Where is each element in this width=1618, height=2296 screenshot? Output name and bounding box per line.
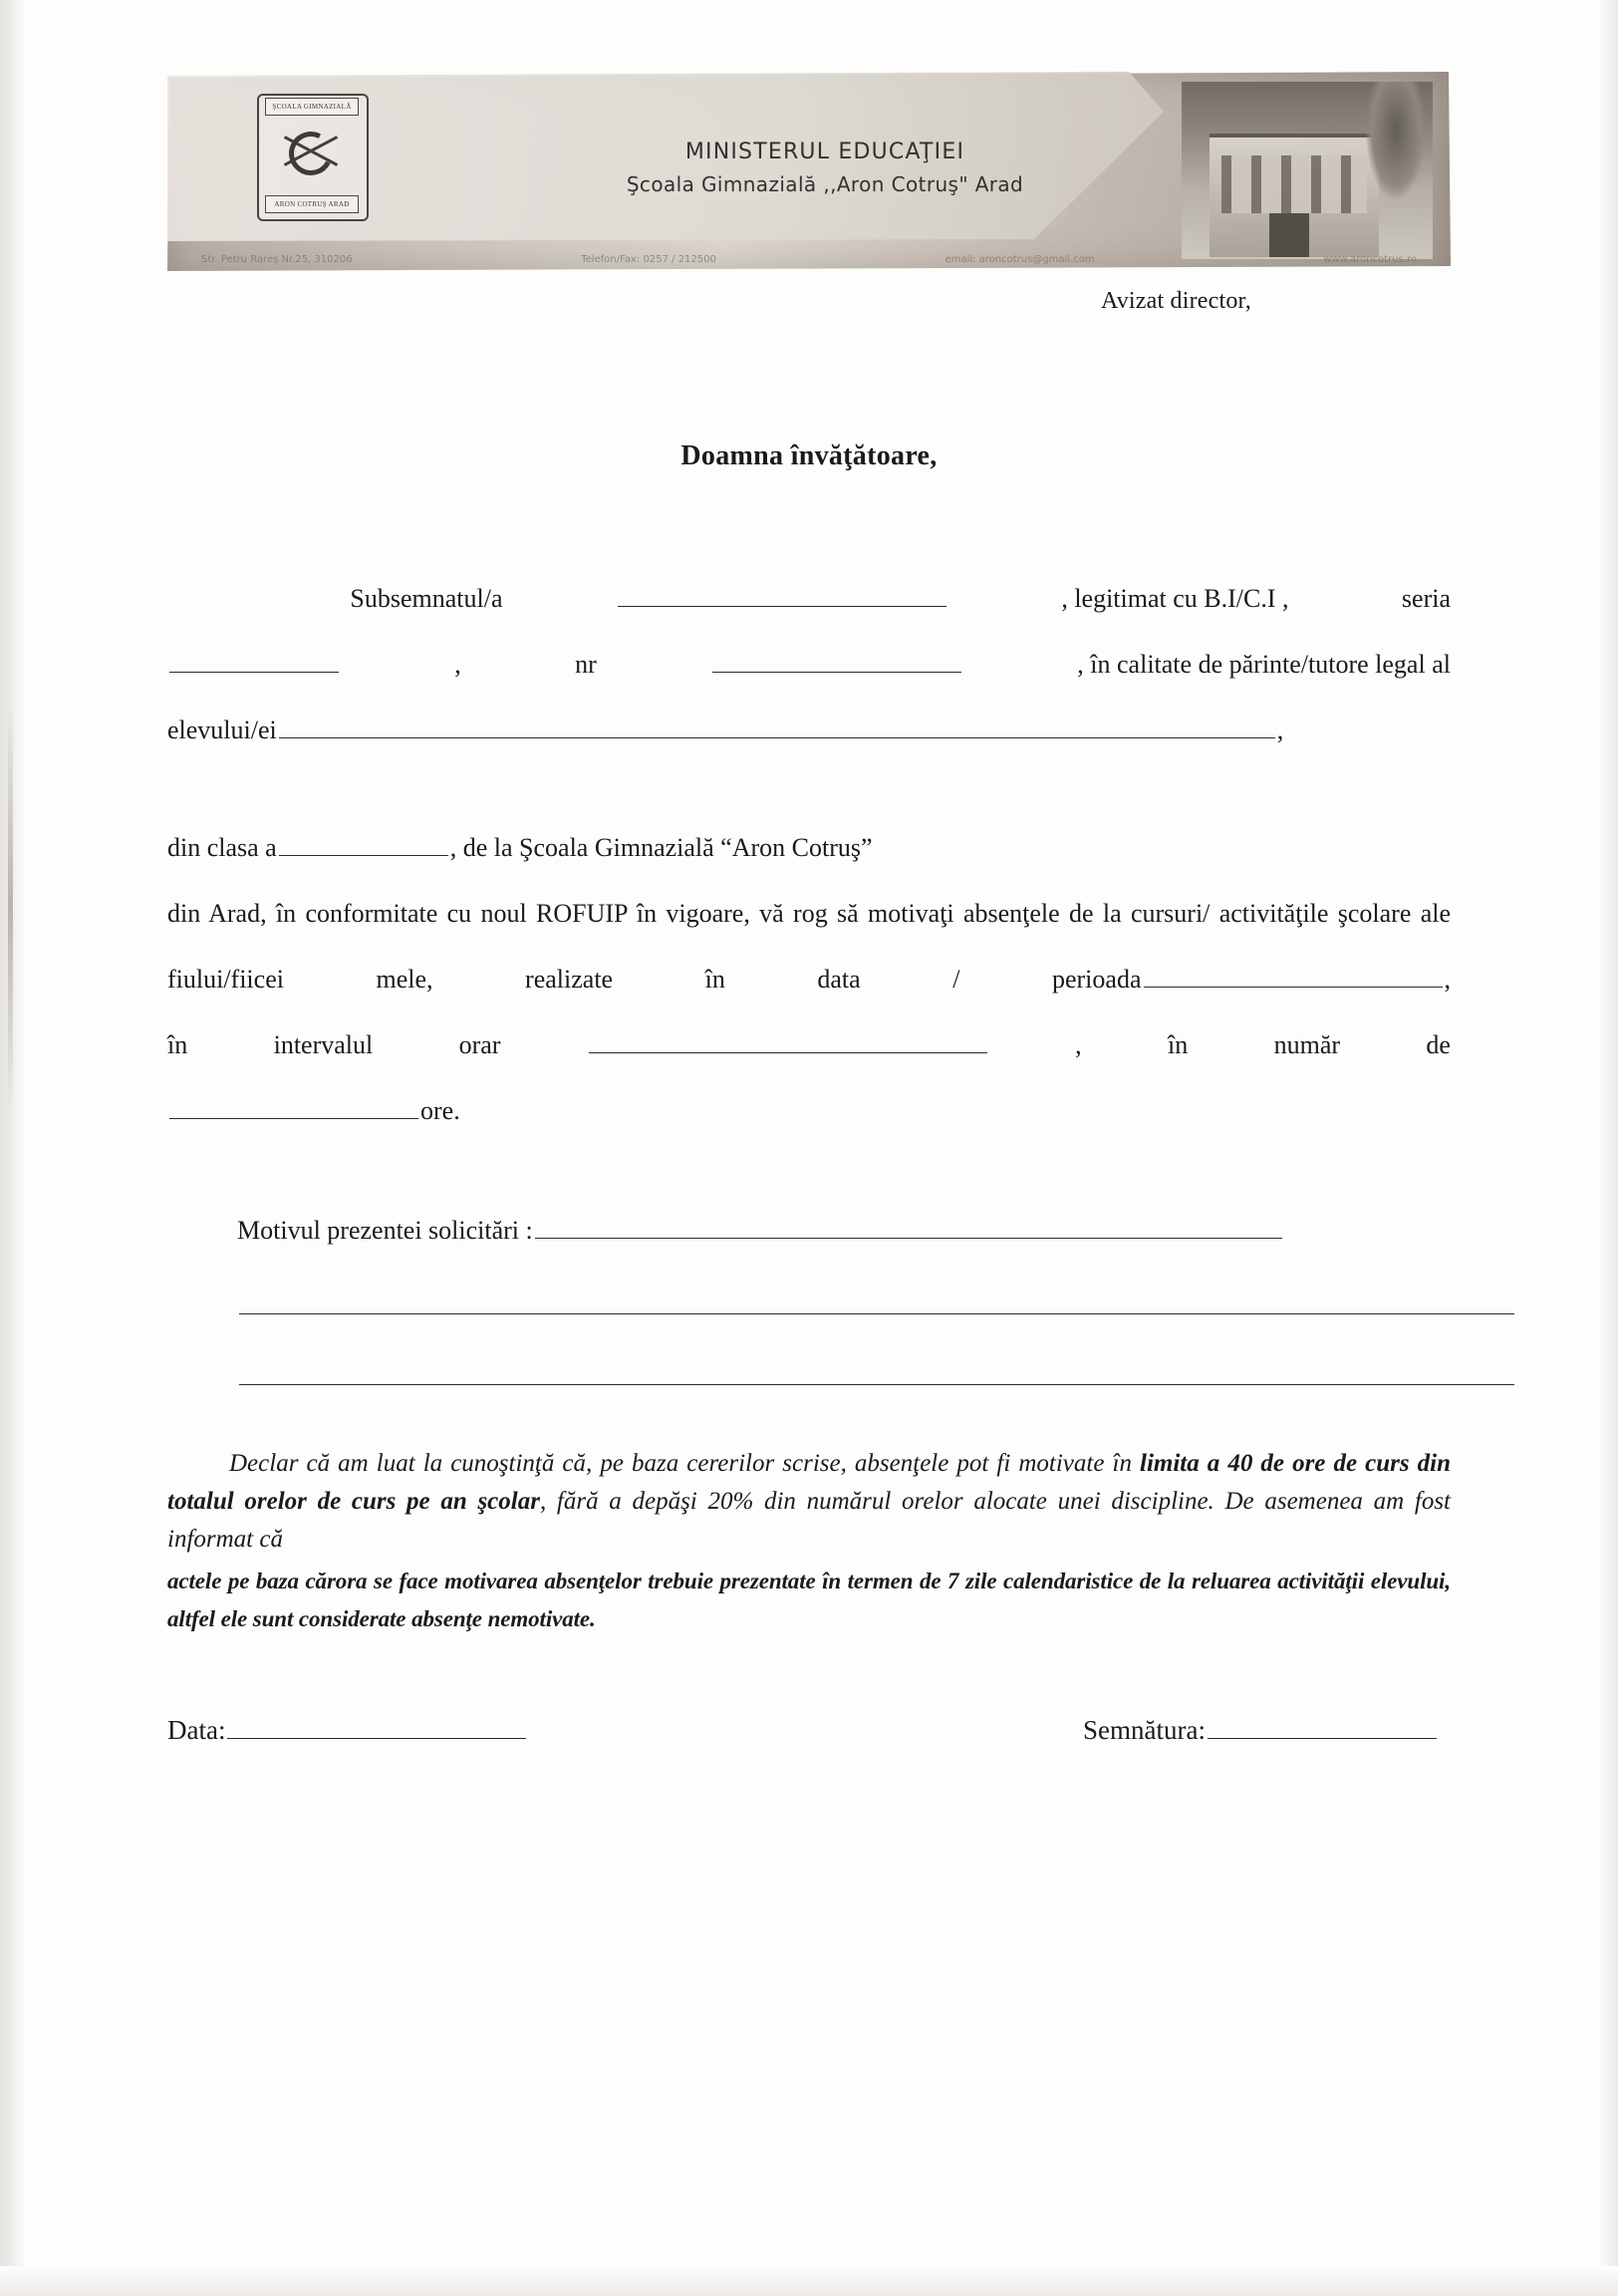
- signature-group: [1083, 1714, 1451, 1744]
- line-conformitate: [167, 881, 1451, 1012]
- label-intervalul: intervalul: [273, 1030, 374, 1059]
- school-building-photo: [1182, 82, 1433, 259]
- field-motive-line-3[interactable]: [239, 1360, 1514, 1385]
- letterhead-banner: [167, 72, 1451, 271]
- field-motive-line-1[interactable]: [535, 1214, 1282, 1239]
- label-data: Data:: [167, 1715, 226, 1745]
- scan-edge-right: [1598, 0, 1618, 2296]
- logo-bottom-text: ARON COTRUŞ ARAD: [265, 195, 359, 213]
- field-motive-line-2[interactable]: [239, 1290, 1514, 1314]
- label-seria: seria: [1401, 584, 1451, 613]
- label-de: de: [1426, 1030, 1451, 1059]
- logo-top-text: ŞCOALA GIMNAZIALĂ: [265, 98, 359, 116]
- declaration-line-1b: limita a 40 de ore de curs din totalul orelor de curs pe an şcolar: [167, 1450, 1451, 1515]
- field-date[interactable]: [227, 1714, 526, 1739]
- scan-spine-shadow: [8, 698, 13, 1116]
- salutation: Doamna învăţătoare,: [680, 440, 938, 471]
- line-elev: [167, 698, 1451, 763]
- label-nr: nr: [575, 650, 597, 679]
- approval-line: Avizat director,: [1100, 288, 1251, 314]
- label-in-1: în: [167, 1030, 188, 1059]
- field-signature[interactable]: [1208, 1714, 1437, 1739]
- field-id-number[interactable]: [712, 648, 961, 673]
- tree-shape: [1365, 82, 1427, 201]
- field-student-name[interactable]: [279, 714, 1275, 738]
- field-class[interactable]: [279, 831, 448, 856]
- declaration-line-1c: , fără a depăşi 20% din numărul orelor alocate unei discipline. De asemenea am fost informat că: [167, 1488, 1451, 1553]
- contact-email: email: aroncotrus@gmail.com: [944, 254, 1095, 265]
- field-hours-count[interactable]: [169, 1094, 418, 1119]
- field-id-series[interactable]: [169, 648, 339, 673]
- label-scoala: , de la Şcoala Gimnazială “Aron Cotruş”: [449, 833, 873, 862]
- paragraph-subsemnatul: [167, 566, 1451, 763]
- label-comma-3: ,: [1444, 965, 1451, 994]
- label-conformitate: din Arad, în conformitate cu noul ROFUIP în vigoare, vă rog să motivaţi absenţele de la cursuri/ activităţile şcolare ale fiului/fiicei mele, realizate în data / perioada: [167, 899, 1451, 994]
- field-full-name[interactable]: [618, 582, 946, 607]
- label-motiv: Motivul prezentei solicitări :: [237, 1216, 533, 1245]
- label-subsemnatul: Subsemnatul/a: [350, 584, 503, 613]
- signature-section: [167, 1714, 1451, 1744]
- label-legitimat: , legitimat cu B.I/C.I ,: [1061, 584, 1289, 613]
- label-in-2: în: [1168, 1030, 1189, 1059]
- scan-edge-left: [0, 0, 26, 2296]
- line-ore: [167, 1078, 1451, 1144]
- label-semnatura: Semnătura:: [1083, 1715, 1206, 1745]
- building-shape: [1210, 134, 1379, 257]
- line-seria-nr: [167, 632, 1451, 698]
- label-elevului: elevului/ei: [167, 716, 277, 744]
- label-calitate: , în calitate de părinte/tutore legal al: [1077, 650, 1451, 679]
- letterhead-title-block: [466, 140, 1184, 196]
- field-time-interval[interactable]: [589, 1028, 987, 1053]
- label-orar: orar: [458, 1030, 501, 1059]
- letterhead-contact-bar: [181, 254, 1437, 265]
- motive-section: [167, 1214, 1451, 1385]
- logo-crest-icon: [277, 120, 345, 187]
- school-name: Şcoala Gimnazială ,,Aron Cotruş" Arad: [626, 172, 1024, 196]
- scan-edge-bottom: [0, 2266, 1618, 2296]
- document-body: [167, 289, 1451, 1744]
- line-clasa: [167, 815, 1451, 881]
- line-subsemnatul: [167, 566, 1451, 632]
- date-group: [167, 1714, 528, 1744]
- declaration-line-1a: Declar că am luat la cunoştinţă că, pe baza cererilor scrise, absenţele pot fi motivate în: [229, 1450, 1141, 1477]
- line-interval-orar: [167, 1012, 1451, 1078]
- label-ore: ore.: [420, 1096, 460, 1125]
- contact-address: Str. Petru Rareş Nr.25, 310206: [201, 254, 353, 265]
- label-comma-1: ,: [454, 650, 461, 679]
- label-numar: număr: [1273, 1030, 1341, 1059]
- field-date-period[interactable]: [1144, 963, 1443, 988]
- ministry-name: MINISTERUL EDUCAŢIEI: [684, 140, 965, 164]
- school-logo: [247, 86, 375, 225]
- label-comma-4: ,: [1075, 1030, 1082, 1059]
- contact-website: www.aroncotrus.ro: [1323, 254, 1417, 265]
- label-comma-2: ,: [1276, 716, 1284, 744]
- paragraph-clasa: [167, 815, 1451, 1144]
- declaration-block: [167, 1445, 1451, 1638]
- contact-phone: Telefon/Fax: 0257 / 212500: [581, 254, 716, 265]
- label-din-clasa: din clasa a: [167, 833, 277, 862]
- declaration-line-2: actele pe baza cărora se face motivarea absenţelor trebuie prezentate în termen de 7 zile calendaristice de la reluarea activităţii elevului, altfel ele sunt considerate absenţe nemotivate.: [167, 1569, 1451, 1631]
